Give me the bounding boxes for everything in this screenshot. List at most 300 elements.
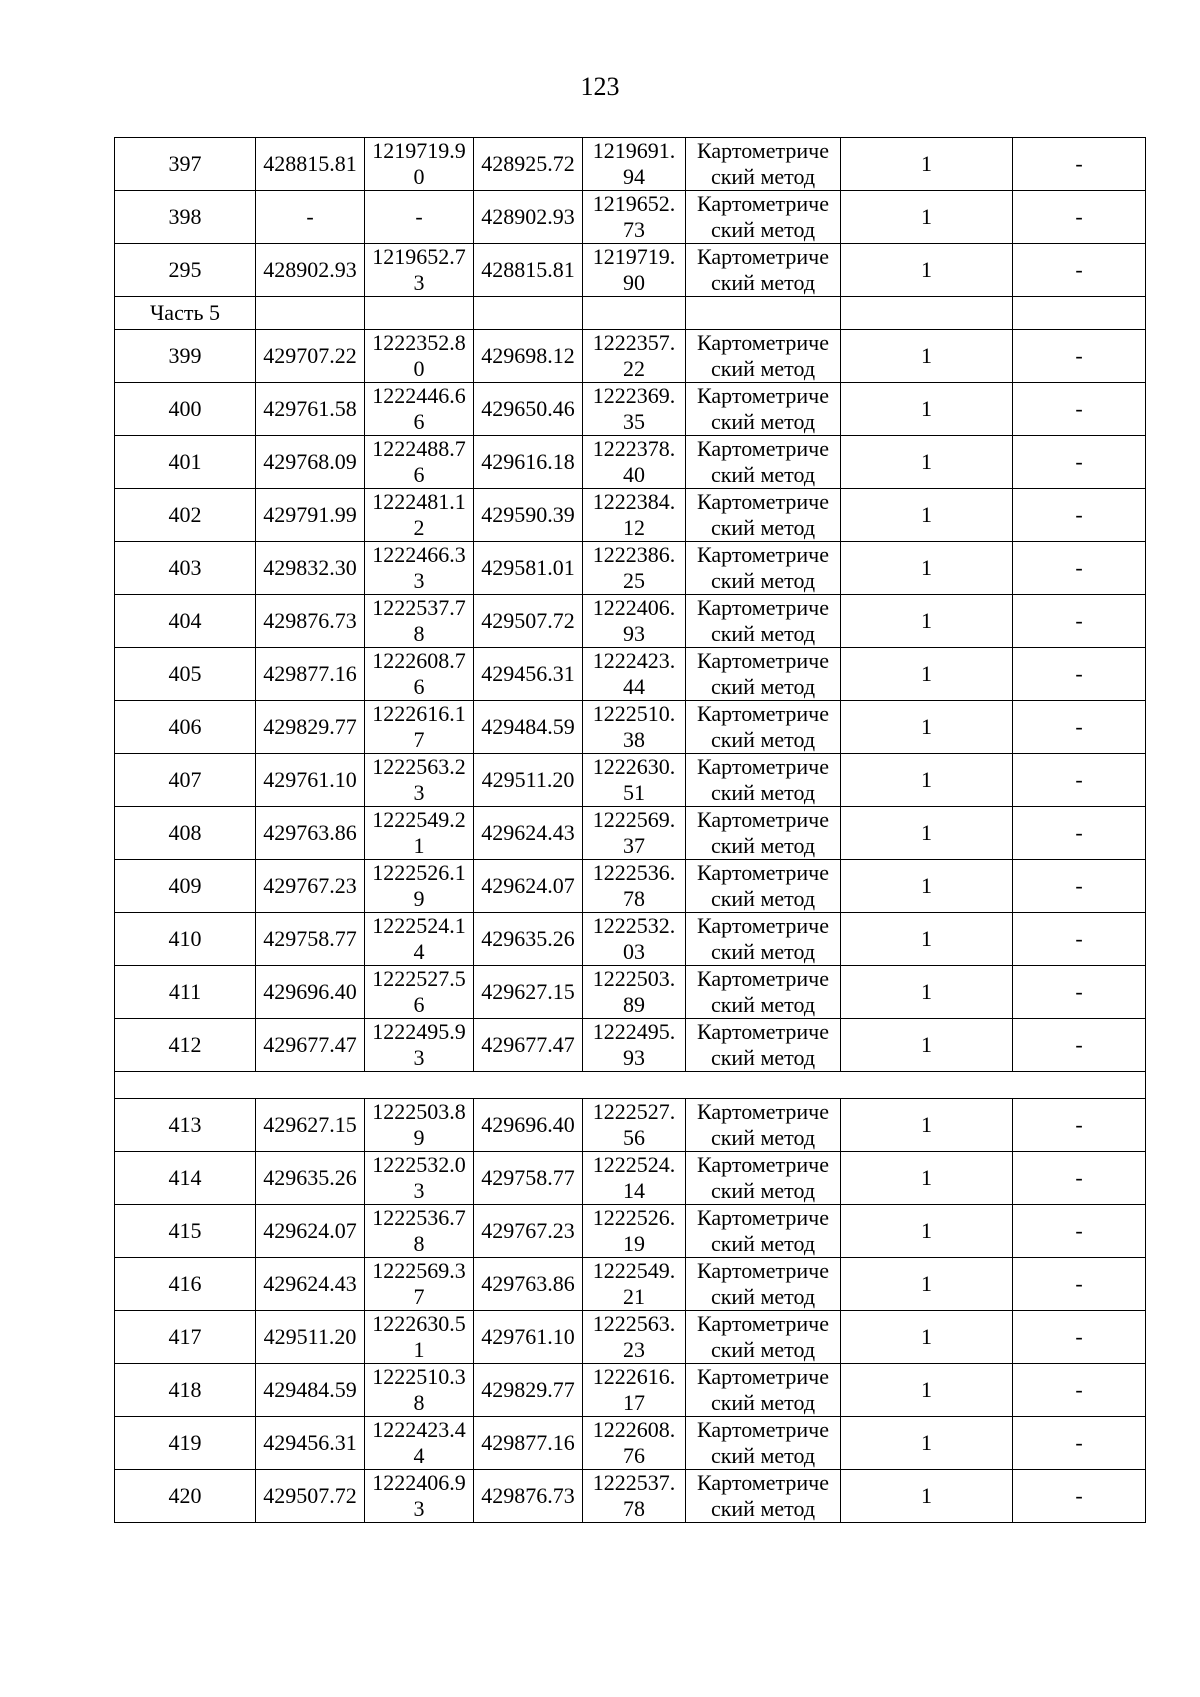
method-cell: Картометриче ский метод bbox=[686, 1417, 841, 1470]
x-existing-cell: 429627.15 bbox=[256, 1099, 365, 1152]
x-new-cell: 429635.26 bbox=[474, 913, 583, 966]
description-cell: - bbox=[1013, 1364, 1146, 1417]
empty-cell bbox=[686, 297, 841, 330]
x-existing-cell: 429768.09 bbox=[256, 436, 365, 489]
empty-cell bbox=[474, 297, 583, 330]
y-existing-cell-line-2: 8 bbox=[413, 1390, 425, 1415]
y-new-cell-line-2: 14 bbox=[623, 1178, 645, 1203]
y-new-cell-line-2: 23 bbox=[623, 1337, 645, 1362]
table-row bbox=[115, 1364, 1146, 1417]
y-existing-cell-line-1: 1222488.7 bbox=[372, 436, 466, 461]
method-cell: Картометриче ский метод bbox=[686, 489, 841, 542]
description-cell: - bbox=[1013, 754, 1146, 807]
accuracy-cell: 1 bbox=[841, 383, 1013, 436]
y-existing-cell-line-1: 1222524.1 bbox=[372, 913, 466, 938]
y-new-cell-line-1: 1222357. bbox=[592, 330, 676, 355]
y-new-cell-line-2: 12 bbox=[623, 515, 645, 540]
description-cell: - bbox=[1013, 1152, 1146, 1205]
description-cell: - bbox=[1013, 542, 1146, 595]
y-existing-cell-line-1: 1222495.9 bbox=[372, 1019, 466, 1044]
y-new-cell bbox=[583, 913, 686, 966]
y-new-cell bbox=[583, 1258, 686, 1311]
y-new-cell-line-2: 51 bbox=[623, 780, 645, 805]
y-existing-cell bbox=[365, 648, 474, 701]
y-new-cell-line-2: 40 bbox=[623, 462, 645, 487]
y-existing-cell-line-2: 8 bbox=[413, 621, 425, 646]
y-new-cell bbox=[583, 807, 686, 860]
y-existing-cell bbox=[365, 1152, 474, 1205]
table-row bbox=[115, 1099, 1146, 1152]
page-number: 123 bbox=[580, 72, 620, 101]
method-cell: Картометриче ский метод bbox=[686, 383, 841, 436]
y-new-cell bbox=[583, 1152, 686, 1205]
y-new-cell bbox=[583, 1311, 686, 1364]
y-existing-cell bbox=[365, 1470, 474, 1523]
accuracy-cell: 1 bbox=[841, 595, 1013, 648]
y-new-cell bbox=[583, 383, 686, 436]
y-existing-cell-line-2: 6 bbox=[413, 992, 425, 1017]
y-existing-cell bbox=[365, 489, 474, 542]
y-existing-cell-line-2: 6 bbox=[413, 409, 425, 434]
y-existing-cell-line-2: 1 bbox=[413, 833, 425, 858]
accuracy-cell: 1 bbox=[841, 542, 1013, 595]
method-cell: Картометриче ский метод bbox=[686, 1311, 841, 1364]
accuracy-cell: 1 bbox=[841, 489, 1013, 542]
table-row bbox=[115, 489, 1146, 542]
description-cell: - bbox=[1013, 244, 1146, 297]
description-cell: - bbox=[1013, 138, 1146, 191]
point-number-cell: 407 bbox=[115, 754, 256, 807]
point-number-cell: 402 bbox=[115, 489, 256, 542]
y-new-cell-line-1: 1219652. bbox=[592, 191, 676, 216]
x-new-cell: 429696.40 bbox=[474, 1099, 583, 1152]
y-existing-cell-line-2: 3 bbox=[413, 568, 425, 593]
y-existing-cell bbox=[365, 966, 474, 1019]
description-cell: - bbox=[1013, 860, 1146, 913]
method-cell: Картометриче ский метод bbox=[686, 595, 841, 648]
x-new-cell: 429484.59 bbox=[474, 701, 583, 754]
accuracy-cell: 1 bbox=[841, 1152, 1013, 1205]
x-new-cell: 429763.86 bbox=[474, 1258, 583, 1311]
y-new-cell-line-2: 93 bbox=[623, 621, 645, 646]
point-number-cell: 403 bbox=[115, 542, 256, 595]
y-existing-cell-line-1: 1222510.3 bbox=[372, 1364, 466, 1389]
x-new-cell: 428925.72 bbox=[474, 138, 583, 191]
x-new-cell: 429590.39 bbox=[474, 489, 583, 542]
table-row bbox=[115, 1258, 1146, 1311]
y-existing-cell bbox=[365, 1364, 474, 1417]
y-new-cell-line-1: 1222384. bbox=[592, 489, 676, 514]
description-cell: - bbox=[1013, 1205, 1146, 1258]
y-new-cell-line-2: 25 bbox=[623, 568, 645, 593]
y-new-cell bbox=[583, 966, 686, 1019]
table-row bbox=[115, 1417, 1146, 1470]
x-existing-cell: 429758.77 bbox=[256, 913, 365, 966]
y-existing-cell bbox=[365, 1417, 474, 1470]
point-number-cell: 406 bbox=[115, 701, 256, 754]
y-existing-cell-line-2: 3 bbox=[413, 1496, 425, 1521]
x-existing-cell: 429635.26 bbox=[256, 1152, 365, 1205]
description-cell: - bbox=[1013, 383, 1146, 436]
x-existing-cell: 429767.23 bbox=[256, 860, 365, 913]
description-cell: - bbox=[1013, 913, 1146, 966]
y-new-cell-line-2: 38 bbox=[623, 727, 645, 752]
x-new-cell: 428815.81 bbox=[474, 244, 583, 297]
x-new-cell: 428902.93 bbox=[474, 191, 583, 244]
table-row bbox=[115, 754, 1146, 807]
y-existing-cell bbox=[365, 860, 474, 913]
point-number-cell: 405 bbox=[115, 648, 256, 701]
x-new-cell: 429677.47 bbox=[474, 1019, 583, 1072]
description-cell: - bbox=[1013, 701, 1146, 754]
y-existing-cell-line-2: 3 bbox=[413, 780, 425, 805]
x-existing-cell: 429507.72 bbox=[256, 1470, 365, 1523]
y-existing-cell bbox=[365, 138, 474, 191]
blank-cell bbox=[115, 1072, 1146, 1099]
y-new-cell-line-1: 1222386. bbox=[592, 542, 676, 567]
y-existing-cell-line-1: 1219652.7 bbox=[372, 244, 466, 269]
description-cell: - bbox=[1013, 1470, 1146, 1523]
description-cell: - bbox=[1013, 191, 1146, 244]
y-existing-cell-line-1: 1219719.9 bbox=[372, 138, 466, 163]
accuracy-cell: 1 bbox=[841, 330, 1013, 383]
y-existing-cell-line-1: 1222630.5 bbox=[372, 1311, 466, 1336]
description-cell: - bbox=[1013, 489, 1146, 542]
description-cell: - bbox=[1013, 1258, 1146, 1311]
x-existing-cell: 429707.22 bbox=[256, 330, 365, 383]
method-cell: Картометриче ский метод bbox=[686, 244, 841, 297]
method-cell: Картометриче ский метод bbox=[686, 191, 841, 244]
y-existing-cell-line-1: - bbox=[415, 204, 423, 229]
x-new-cell: 429829.77 bbox=[474, 1364, 583, 1417]
y-new-cell-line-1: 1222527. bbox=[592, 1099, 676, 1124]
y-new-cell-line-2: 37 bbox=[623, 833, 645, 858]
point-number-cell: 411 bbox=[115, 966, 256, 1019]
x-existing-cell: 429624.07 bbox=[256, 1205, 365, 1258]
empty-cell bbox=[583, 297, 686, 330]
y-new-cell bbox=[583, 138, 686, 191]
y-existing-cell bbox=[365, 1205, 474, 1258]
y-existing-cell-line-2: 7 bbox=[413, 1284, 425, 1309]
accuracy-cell: 1 bbox=[841, 754, 1013, 807]
method-cell: Картометриче ский метод bbox=[686, 330, 841, 383]
accuracy-cell: 1 bbox=[841, 1205, 1013, 1258]
y-existing-cell bbox=[365, 754, 474, 807]
y-new-cell-line-1: 1222630. bbox=[592, 754, 676, 779]
y-new-cell bbox=[583, 330, 686, 383]
y-existing-cell bbox=[365, 383, 474, 436]
accuracy-cell: 1 bbox=[841, 1470, 1013, 1523]
y-existing-cell-line-1: 1222569.3 bbox=[372, 1258, 466, 1283]
table-row bbox=[115, 1019, 1146, 1072]
y-new-cell bbox=[583, 542, 686, 595]
y-new-cell bbox=[583, 489, 686, 542]
table-row bbox=[115, 436, 1146, 489]
accuracy-cell: 1 bbox=[841, 436, 1013, 489]
y-new-cell bbox=[583, 1099, 686, 1152]
y-new-cell bbox=[583, 648, 686, 701]
y-existing-cell-line-2: 2 bbox=[413, 515, 425, 540]
x-existing-cell: 429876.73 bbox=[256, 595, 365, 648]
y-new-cell-line-2: 93 bbox=[623, 1045, 645, 1070]
y-new-cell-line-1: 1222524. bbox=[592, 1152, 676, 1177]
y-existing-cell-line-1: 1222537.7 bbox=[372, 595, 466, 620]
y-new-cell-line-2: 03 bbox=[623, 939, 645, 964]
y-existing-cell bbox=[365, 191, 474, 244]
y-existing-cell-line-2: 0 bbox=[413, 356, 425, 381]
point-number-cell: 400 bbox=[115, 383, 256, 436]
y-existing-cell bbox=[365, 595, 474, 648]
point-number-cell: 417 bbox=[115, 1311, 256, 1364]
method-cell: Картометриче ский метод bbox=[686, 1099, 841, 1152]
x-existing-cell: 429761.58 bbox=[256, 383, 365, 436]
y-new-cell-line-2: 22 bbox=[623, 356, 645, 381]
x-existing-cell: 429832.30 bbox=[256, 542, 365, 595]
x-new-cell: 429507.72 bbox=[474, 595, 583, 648]
description-cell: - bbox=[1013, 1417, 1146, 1470]
description-cell: - bbox=[1013, 436, 1146, 489]
y-new-cell-line-2: 35 bbox=[623, 409, 645, 434]
y-new-cell-line-2: 73 bbox=[623, 217, 645, 242]
y-existing-cell bbox=[365, 244, 474, 297]
method-cell: Картометриче ский метод bbox=[686, 1152, 841, 1205]
accuracy-cell: 1 bbox=[841, 860, 1013, 913]
accuracy-cell: 1 bbox=[841, 966, 1013, 1019]
y-existing-cell bbox=[365, 1258, 474, 1311]
x-existing-cell: 429456.31 bbox=[256, 1417, 365, 1470]
point-number-cell: 404 bbox=[115, 595, 256, 648]
y-new-cell-line-1: 1222423. bbox=[592, 648, 676, 673]
point-number-cell: 397 bbox=[115, 138, 256, 191]
y-new-cell-line-2: 78 bbox=[623, 886, 645, 911]
point-number-cell: 419 bbox=[115, 1417, 256, 1470]
method-cell: Картометриче ский метод bbox=[686, 807, 841, 860]
table-row bbox=[115, 1205, 1146, 1258]
y-new-cell-line-2: 90 bbox=[623, 270, 645, 295]
y-new-cell-line-2: 17 bbox=[623, 1390, 645, 1415]
x-new-cell: 429624.43 bbox=[474, 807, 583, 860]
y-new-cell-line-1: 1222537. bbox=[592, 1470, 676, 1495]
x-new-cell: 429511.20 bbox=[474, 754, 583, 807]
y-existing-cell-line-1: 1222352.8 bbox=[372, 330, 466, 355]
accuracy-cell: 1 bbox=[841, 244, 1013, 297]
y-new-cell bbox=[583, 1019, 686, 1072]
y-new-cell-line-1: 1222563. bbox=[592, 1311, 676, 1336]
y-new-cell-line-1: 1222549. bbox=[592, 1258, 676, 1283]
accuracy-cell: 1 bbox=[841, 191, 1013, 244]
table-row bbox=[115, 383, 1146, 436]
y-existing-cell bbox=[365, 1019, 474, 1072]
empty-cell bbox=[1013, 297, 1146, 330]
y-new-cell-line-1: 1219719. bbox=[592, 244, 676, 269]
y-existing-cell bbox=[365, 1311, 474, 1364]
section-label: Часть 5 bbox=[115, 297, 256, 330]
point-number-cell: 412 bbox=[115, 1019, 256, 1072]
x-existing-cell: 429829.77 bbox=[256, 701, 365, 754]
x-new-cell: 429456.31 bbox=[474, 648, 583, 701]
method-cell: Картометриче ский метод bbox=[686, 648, 841, 701]
y-new-cell-line-1: 1222510. bbox=[592, 701, 676, 726]
y-existing-cell-line-1: 1222563.2 bbox=[372, 754, 466, 779]
x-new-cell: 429650.46 bbox=[474, 383, 583, 436]
accuracy-cell: 1 bbox=[841, 648, 1013, 701]
method-cell: Картометриче ский метод bbox=[686, 701, 841, 754]
table-row bbox=[115, 807, 1146, 860]
y-new-cell bbox=[583, 1205, 686, 1258]
accuracy-cell: 1 bbox=[841, 1019, 1013, 1072]
table-row bbox=[115, 191, 1146, 244]
empty-cell bbox=[841, 297, 1013, 330]
method-cell: Картометриче ский метод bbox=[686, 542, 841, 595]
method-cell: Картометриче ский метод bbox=[686, 1470, 841, 1523]
description-cell: - bbox=[1013, 1019, 1146, 1072]
method-cell: Картометриче ский метод bbox=[686, 138, 841, 191]
description-cell: - bbox=[1013, 966, 1146, 1019]
x-existing-cell: - bbox=[256, 191, 365, 244]
x-new-cell: 429616.18 bbox=[474, 436, 583, 489]
x-existing-cell: 428815.81 bbox=[256, 138, 365, 191]
description-cell: - bbox=[1013, 1099, 1146, 1152]
y-new-cell-line-1: 1222369. bbox=[592, 383, 676, 408]
table-row bbox=[115, 913, 1146, 966]
table-row bbox=[115, 138, 1146, 191]
x-new-cell: 429698.12 bbox=[474, 330, 583, 383]
y-existing-cell-line-1: 1222536.7 bbox=[372, 1205, 466, 1230]
accuracy-cell: 1 bbox=[841, 1364, 1013, 1417]
x-existing-cell: 429761.10 bbox=[256, 754, 365, 807]
y-new-cell-line-2: 89 bbox=[623, 992, 645, 1017]
coordinates-table bbox=[114, 137, 1146, 1523]
x-existing-cell: 428902.93 bbox=[256, 244, 365, 297]
point-number-cell: 295 bbox=[115, 244, 256, 297]
table-row bbox=[115, 595, 1146, 648]
method-cell: Картометриче ский метод bbox=[686, 1019, 841, 1072]
y-existing-cell-line-2: 6 bbox=[413, 462, 425, 487]
y-new-cell-line-1: 1222616. bbox=[592, 1364, 676, 1389]
y-existing-cell-line-2: 3 bbox=[413, 270, 425, 295]
table-row bbox=[115, 1470, 1146, 1523]
y-new-cell-line-2: 19 bbox=[623, 1231, 645, 1256]
description-cell: - bbox=[1013, 1311, 1146, 1364]
x-new-cell: 429627.15 bbox=[474, 966, 583, 1019]
y-existing-cell-line-2: 9 bbox=[413, 886, 425, 911]
x-existing-cell: 429791.99 bbox=[256, 489, 365, 542]
y-existing-cell-line-1: 1222406.9 bbox=[372, 1470, 466, 1495]
description-cell: - bbox=[1013, 807, 1146, 860]
x-existing-cell: 429511.20 bbox=[256, 1311, 365, 1364]
y-new-cell bbox=[583, 1470, 686, 1523]
table-row bbox=[115, 330, 1146, 383]
accuracy-cell: 1 bbox=[841, 138, 1013, 191]
y-existing-cell-line-2: 7 bbox=[413, 727, 425, 752]
table-row bbox=[115, 244, 1146, 297]
point-number-cell: 399 bbox=[115, 330, 256, 383]
table-row bbox=[115, 860, 1146, 913]
point-number-cell: 420 bbox=[115, 1470, 256, 1523]
y-existing-cell bbox=[365, 542, 474, 595]
y-existing-cell-line-2: 6 bbox=[413, 674, 425, 699]
y-new-cell-line-1: 1222536. bbox=[592, 860, 676, 885]
empty-cell bbox=[365, 297, 474, 330]
x-new-cell: 429758.77 bbox=[474, 1152, 583, 1205]
point-number-cell: 416 bbox=[115, 1258, 256, 1311]
y-existing-cell bbox=[365, 807, 474, 860]
y-new-cell bbox=[583, 244, 686, 297]
x-existing-cell: 429696.40 bbox=[256, 966, 365, 1019]
x-existing-cell: 429877.16 bbox=[256, 648, 365, 701]
point-number-cell: 409 bbox=[115, 860, 256, 913]
point-number-cell: 410 bbox=[115, 913, 256, 966]
method-cell: Картометриче ский метод bbox=[686, 1364, 841, 1417]
method-cell: Картометриче ский метод bbox=[686, 436, 841, 489]
x-existing-cell: 429677.47 bbox=[256, 1019, 365, 1072]
y-existing-cell-line-1: 1222608.7 bbox=[372, 648, 466, 673]
table-body bbox=[115, 138, 1146, 1523]
y-new-cell bbox=[583, 595, 686, 648]
x-existing-cell: 429624.43 bbox=[256, 1258, 365, 1311]
y-existing-cell bbox=[365, 330, 474, 383]
y-new-cell bbox=[583, 1364, 686, 1417]
y-new-cell-line-2: 21 bbox=[623, 1284, 645, 1309]
y-existing-cell-line-1: 1222549.2 bbox=[372, 807, 466, 832]
y-new-cell bbox=[583, 860, 686, 913]
y-existing-cell-line-2: 3 bbox=[413, 1178, 425, 1203]
x-new-cell: 429761.10 bbox=[474, 1311, 583, 1364]
method-cell: Картометриче ский метод bbox=[686, 966, 841, 1019]
y-existing-cell-line-2: 4 bbox=[413, 1443, 425, 1468]
point-number-cell: 401 bbox=[115, 436, 256, 489]
description-cell: - bbox=[1013, 648, 1146, 701]
accuracy-cell: 1 bbox=[841, 913, 1013, 966]
table-row bbox=[115, 966, 1146, 1019]
accuracy-cell: 1 bbox=[841, 1258, 1013, 1311]
y-new-cell-line-1: 1222378. bbox=[592, 436, 676, 461]
table-row bbox=[115, 1152, 1146, 1205]
x-new-cell: 429624.07 bbox=[474, 860, 583, 913]
method-cell: Картометриче ский метод bbox=[686, 860, 841, 913]
y-existing-cell-line-2: 8 bbox=[413, 1231, 425, 1256]
y-new-cell bbox=[583, 436, 686, 489]
y-existing-cell-line-1: 1222481.1 bbox=[372, 489, 466, 514]
table-row bbox=[115, 648, 1146, 701]
y-new-cell bbox=[583, 754, 686, 807]
y-new-cell-line-1: 1219691. bbox=[592, 138, 676, 163]
x-existing-cell: 429484.59 bbox=[256, 1364, 365, 1417]
empty-cell bbox=[256, 297, 365, 330]
y-new-cell-line-1: 1222532. bbox=[592, 913, 676, 938]
x-new-cell: 429581.01 bbox=[474, 542, 583, 595]
method-cell: Картометриче ский метод bbox=[686, 754, 841, 807]
table-row bbox=[115, 542, 1146, 595]
x-new-cell: 429877.16 bbox=[474, 1417, 583, 1470]
y-existing-cell bbox=[365, 913, 474, 966]
y-new-cell-line-2: 56 bbox=[623, 1125, 645, 1150]
accuracy-cell: 1 bbox=[841, 807, 1013, 860]
accuracy-cell: 1 bbox=[841, 1099, 1013, 1152]
method-cell: Картометриче ский метод bbox=[686, 913, 841, 966]
y-existing-cell-line-2: 4 bbox=[413, 939, 425, 964]
point-number-cell: 413 bbox=[115, 1099, 256, 1152]
y-existing-cell-line-1: 1222423.4 bbox=[372, 1417, 466, 1442]
y-new-cell bbox=[583, 191, 686, 244]
point-number-cell: 418 bbox=[115, 1364, 256, 1417]
y-existing-cell-line-2: 3 bbox=[413, 1045, 425, 1070]
point-number-cell: 398 bbox=[115, 191, 256, 244]
y-existing-cell-line-1: 1222526.1 bbox=[372, 860, 466, 885]
point-number-cell: 415 bbox=[115, 1205, 256, 1258]
accuracy-cell: 1 bbox=[841, 701, 1013, 754]
y-existing-cell-line-2: 9 bbox=[413, 1125, 425, 1150]
